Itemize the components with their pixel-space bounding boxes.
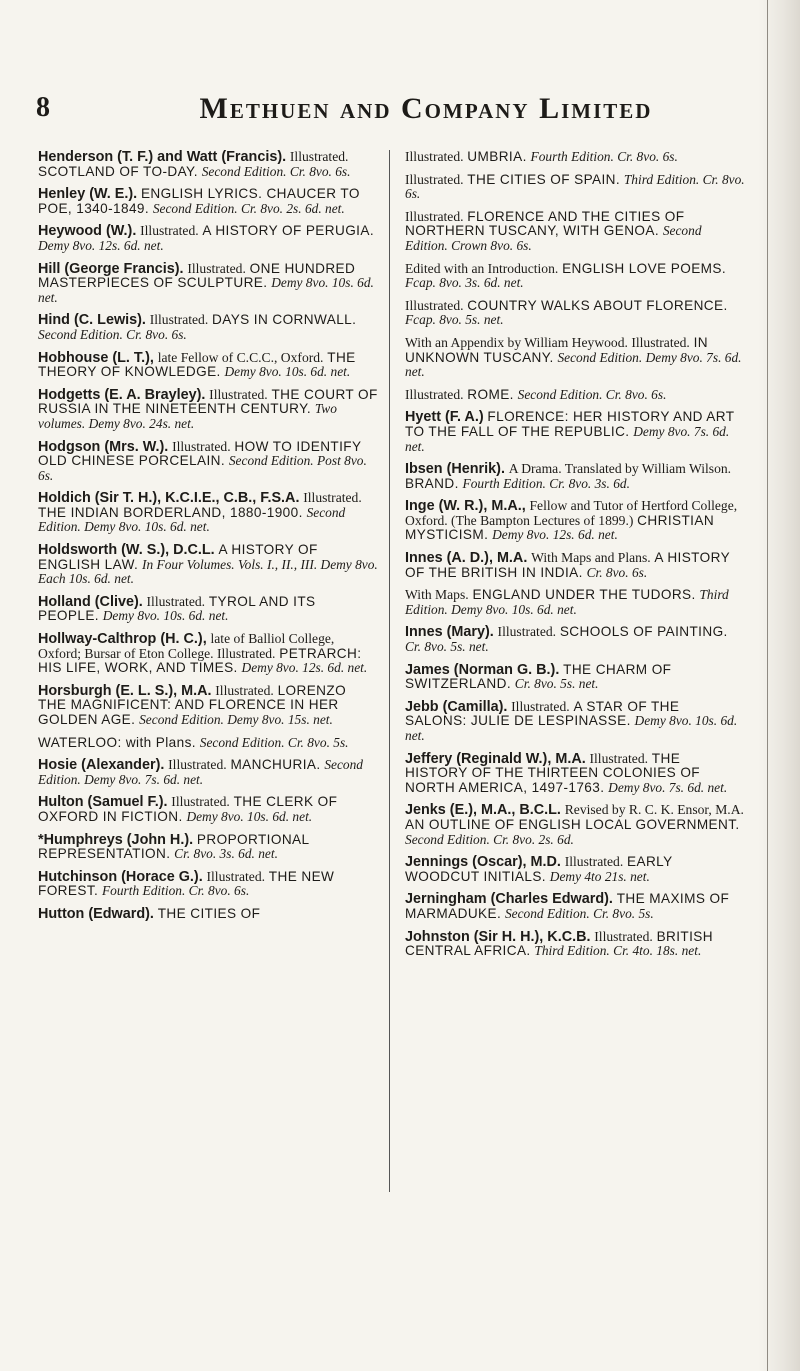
- entry-title: THE HISTORY OF THE THIRTEEN COLONIES OF NORTH AMERICA, 1497-1763.: [405, 750, 700, 795]
- entry-author: Horsburgh (E. L. S.), M.A.: [38, 682, 212, 699]
- catalogue-entry: [405, 803, 745, 847]
- catalogue-entry: [38, 795, 378, 824]
- entry-author: Jebb (Camilla).: [405, 698, 508, 715]
- entry-publication-detail: Cr. 8vo. 6s.: [586, 564, 648, 580]
- catalogue-entry: [405, 625, 745, 654]
- entry-author: Hulton (Samuel F.).: [38, 794, 168, 811]
- catalogue-entry: [405, 892, 745, 921]
- entry-note: Revised by R. C. K. Ensor, M.A.: [564, 802, 744, 818]
- entry-author: Hutton (Edward).: [38, 905, 154, 922]
- entry-author: Johnston (Sir H. H.), K.C.B.: [405, 928, 591, 945]
- catalogue-entry: [38, 684, 378, 728]
- entry-title: BRITISH CENTRAL AFRICA.: [405, 928, 713, 959]
- entry-title: BRAND.: [405, 475, 459, 491]
- entry-author: Hyett (F. A.): [405, 409, 484, 426]
- entry-note: With Maps.: [405, 587, 469, 603]
- entry-title: CHRISTIAN MYSTICISM.: [405, 512, 715, 543]
- entry-author: Hosie (Alexander).: [38, 757, 165, 774]
- entry-publication-detail: Fcap. 8vo. 3s. 6d. net.: [405, 275, 524, 291]
- catalogue-entry: [38, 736, 378, 751]
- catalogue-entry: [405, 855, 745, 884]
- entry-publication-detail: Third Edition. Cr. 4to. 18s. net.: [534, 943, 702, 959]
- entry-note: Illustrated.: [405, 208, 464, 224]
- entry-publication-detail: Cr. 8vo. 3s. 6d. net.: [174, 846, 278, 862]
- entry-note: Illustrated.: [594, 928, 653, 944]
- catalogue-entry: [38, 224, 378, 253]
- entry-author: *Humphreys (John H.).: [38, 831, 194, 848]
- entry-publication-detail: Fcap. 8vo. 5s. net.: [405, 312, 504, 328]
- entry-author: James (Norman G. B.).: [405, 661, 560, 678]
- entry-publication-detail: Second Edition. Cr. 8vo. 6s.: [517, 386, 667, 402]
- entry-title: A HISTORY OF PERUGIA.: [202, 223, 374, 239]
- entry-author: Hollway-Calthrop (H. C.),: [38, 631, 207, 648]
- entry-author: Hodgson (Mrs. W.).: [38, 438, 169, 455]
- entry-publication-detail: Demy 8vo. 12s. 6d. net.: [241, 660, 368, 676]
- catalogue-entry: [38, 907, 378, 922]
- entry-author: Innes (Mary).: [405, 624, 494, 641]
- catalogue-entry: [38, 595, 378, 624]
- entry-title: PROPORTIONAL REPRESENTATION.: [38, 831, 309, 862]
- entry-title: ENGLISH LYRICS. CHAUCER TO POE, 1340-1849.: [38, 186, 360, 216]
- right-column: [405, 150, 745, 967]
- entry-title: AN OUTLINE OF ENGLISH LOCAL GOVERNMENT.: [405, 816, 740, 832]
- entry-title: THE CITIES OF SPAIN.: [467, 171, 621, 187]
- entry-note: Illustrated.: [206, 868, 266, 884]
- entry-note: Illustrated.: [511, 698, 570, 714]
- entry-title: WATERLOO: with Plans.: [38, 734, 196, 750]
- catalogue-entry: [405, 551, 745, 580]
- entry-title: A HISTORY OF THE BRITISH IN INDIA.: [405, 550, 730, 580]
- entry-note: Illustrated.: [149, 312, 209, 328]
- entry-publication-detail: Demy 8vo. 12s. 6d. net.: [38, 237, 164, 253]
- catalogue-entry: [405, 930, 745, 959]
- entry-title: ONE HUNDRED MASTERPIECES OF SCULPTURE.: [38, 260, 356, 291]
- catalogue-entry: [405, 299, 745, 328]
- entry-publication-detail: Second Edition. Demy 8vo. 10s. 6d. net.: [38, 504, 346, 535]
- entry-publication-detail: Second Edition. Demy 8vo. 7s. 6d. net.: [38, 757, 363, 787]
- page-number: 8: [36, 92, 50, 123]
- entry-note: Illustrated.: [172, 438, 231, 454]
- entry-title: SCOTLAND OF TO-DAY.: [38, 163, 198, 179]
- catalogue-entry: [38, 632, 378, 676]
- catalogue-entry: [38, 313, 378, 342]
- catalogue-entry: [405, 752, 745, 796]
- entry-note: Illustrated.: [405, 171, 464, 187]
- entry-title: THE NEW FOREST.: [38, 868, 335, 899]
- entry-note: late of Balliol College, Oxford; Bursar of Eton College. Illustrated.: [38, 631, 335, 661]
- entry-author: Hobhouse (L. T.),: [38, 349, 154, 366]
- entry-author: Jeffery (Reginald W.), M.A.: [405, 750, 586, 767]
- entry-publication-detail: Two volumes. Demy 8vo. 24s. net.: [38, 401, 337, 431]
- entry-note: Fellow and Tutor of Hertford College, Oxford. (The Bampton Lectures of 1899.): [405, 498, 738, 528]
- entry-note: Illustrated.: [215, 682, 274, 698]
- entry-title: ENGLAND UNDER THE TUDORS.: [472, 587, 696, 603]
- catalogue-entry: [405, 150, 745, 165]
- entry-title: THE INDIAN BORDERLAND, 1880-1900.: [38, 504, 303, 520]
- entry-title: UMBRIA.: [467, 149, 527, 164]
- entry-title: THE COURT OF RUSSIA IN THE NINETEENTH CENTURY.: [38, 386, 378, 417]
- entry-publication-detail: Third Edition. Demy 8vo. 10s. 6d. net.: [405, 587, 729, 617]
- entry-title: THE THEORY OF KNOWLEDGE.: [38, 349, 356, 380]
- entry-publication-detail: Third Edition. Cr. 8vo. 6s.: [405, 171, 745, 202]
- entry-title: TYROL AND ITS PEOPLE.: [38, 593, 316, 624]
- entry-note: Edited with an Introduction.: [405, 260, 559, 276]
- entry-publication-detail: Second Edition. Cr. 8vo. 6s.: [201, 163, 351, 179]
- entry-publication-detail: Fourth Edition. Cr. 8vo. 6s.: [101, 883, 250, 899]
- catalogue-entry: [38, 187, 378, 216]
- entry-title: FLORENCE AND THE CITIES OF NORTHERN TUSCANY, WITH GENOA.: [405, 208, 685, 239]
- catalogue-entry: [405, 173, 745, 202]
- entry-title: HOW TO IDENTIFY OLD CHINESE PORCELAIN.: [38, 438, 362, 469]
- entry-title: PETRARCH: HIS LIFE, WORK, AND TIMES.: [38, 645, 362, 676]
- entry-title: MANCHURIA.: [230, 757, 321, 773]
- catalogue-entry: [405, 588, 745, 617]
- entry-title: SCHOOLS OF PAINTING.: [559, 624, 728, 640]
- entry-author: Holdich (Sir T. H.), K.C.I.E., C.B., F.S.A.: [38, 490, 300, 507]
- left-column: [38, 150, 378, 930]
- entry-note: Illustrated.: [564, 854, 624, 870]
- page-edge-shadow: [758, 0, 800, 1371]
- entry-publication-detail: Demy 8vo. 12s. 6d. net.: [492, 527, 618, 543]
- entry-author: Henderson (T. F.) and Watt (Francis).: [38, 149, 287, 165]
- catalogue-entry: [38, 388, 378, 432]
- entry-publication-detail: Second Edition. Cr. 8vo. 2s. 6d.: [405, 831, 574, 847]
- entry-note: With an Appendix by William Heywood. Illustrated.: [405, 334, 690, 350]
- catalogue-entry: [38, 440, 378, 484]
- running-title: Methuen and Company Limited: [199, 92, 653, 125]
- page-header: [36, 92, 746, 132]
- entry-author: Hodgetts (E. A. Brayley).: [38, 386, 206, 403]
- entry-note: Illustrated.: [168, 757, 227, 773]
- catalogue-entry: [405, 663, 745, 692]
- entry-title: ROME.: [467, 386, 514, 402]
- entry-title: DAYS IN CORNWALL.: [212, 312, 357, 328]
- entry-publication-detail: Demy 8vo. 7s. 6d. net.: [608, 779, 728, 795]
- entry-title: A HISTORY OF ENGLISH LAW.: [38, 542, 318, 572]
- catalogue-entry: [405, 210, 745, 254]
- entry-note: With Maps and Plans.: [531, 550, 651, 566]
- entry-publication-detail: Second Edition. Cr. 8vo. 2s. 6d. net.: [152, 200, 345, 216]
- entry-publication-detail: Fourth Edition. Cr. 8vo. 3s. 6d.: [462, 475, 630, 491]
- entry-author: Henley (W. E.).: [38, 186, 138, 203]
- entry-author: Inge (W. R.), M.A.,: [405, 498, 526, 515]
- entry-note: Illustrated.: [497, 624, 557, 640]
- entry-note: Illustrated.: [140, 223, 199, 239]
- entry-note: Illustrated.: [303, 490, 362, 506]
- entry-author: Heywood (W.).: [38, 223, 137, 240]
- catalogue-entry: [38, 758, 378, 787]
- catalogue-entry: [38, 870, 378, 899]
- entry-author: Jennings (Oscar), M.D.: [405, 854, 561, 871]
- entry-publication-detail: Demy 8vo. 10s. 6d. net.: [186, 808, 313, 824]
- entry-note: Illustrated.: [289, 149, 349, 164]
- catalogue-entry: [405, 336, 745, 380]
- entry-publication-detail: Demy 8vo. 10s. 6d. net.: [38, 275, 374, 305]
- entry-author: Jerningham (Charles Edward).: [405, 891, 613, 908]
- entry-author: Hind (C. Lewis).: [38, 312, 146, 329]
- entry-title: LORENZO THE MAGNIFICENT: AND FLORENCE IN HER GOLDEN AGE.: [38, 682, 347, 727]
- catalogue-entry: [405, 410, 745, 454]
- entry-publication-detail: Demy 8vo. 10s. 6d. net.: [102, 608, 229, 624]
- entry-title: A STAR OF THE SALONS: JULIE DE LESPINASSE.: [405, 698, 680, 729]
- entry-title: THE MAXIMS OF MARMADUKE.: [405, 891, 730, 921]
- entry-author: Hutchinson (Horace G.).: [38, 868, 203, 885]
- entry-author: Innes (A. D.), M.A.: [405, 550, 528, 567]
- entry-title: THE CHARM OF SWITZERLAND.: [405, 661, 672, 692]
- entry-publication-detail: Cr. 8vo. 5s. net.: [514, 676, 599, 692]
- entry-publication-detail: Second Edition. Crown 8vo. 6s.: [405, 223, 702, 253]
- catalogue-entry: [38, 150, 378, 179]
- entry-note: Illustrated.: [146, 593, 206, 609]
- entry-note: Illustrated.: [405, 149, 464, 164]
- catalogue-entry: [38, 351, 378, 380]
- entry-note: late Fellow of C.C.C., Oxford.: [157, 349, 324, 365]
- entry-note: Illustrated.: [405, 386, 464, 402]
- entry-publication-detail: Demy 4to 21s. net.: [549, 868, 650, 884]
- catalogue-entry: [38, 262, 378, 306]
- entry-publication-detail: Second Edition. Demy 8vo. 15s. net.: [139, 712, 333, 727]
- entry-title: ENGLISH LOVE POEMS.: [562, 260, 727, 276]
- entry-publication-detail: Cr. 8vo. 5s. net.: [405, 639, 489, 655]
- entry-publication-detail: Demy 8vo. 10s. 6d. net.: [224, 364, 351, 380]
- entry-publication-detail: Second Edition. Post 8vo. 6s.: [38, 453, 367, 483]
- entry-publication-detail: In Four Volumes. Vols. I., II., III. Demy 8vo. Each 10s. 6d. net.: [38, 556, 378, 587]
- entry-author: Holland (Clive).: [38, 593, 143, 610]
- catalogue-entry: [405, 388, 745, 403]
- entry-title: THE CLERK OF OXFORD IN FICTION.: [38, 794, 338, 824]
- entry-publication-detail: Second Edition. Cr. 8vo. 6s.: [38, 326, 187, 342]
- entry-title: FLORENCE: HER HISTORY AND ART TO THE FALL OF THE REPUBLIC.: [405, 409, 735, 439]
- entry-note: A Drama. Translated by William Wilson.: [508, 461, 732, 477]
- entry-publication-detail: Fourth Edition. Cr. 8vo. 6s.: [530, 149, 678, 164]
- entry-note: Illustrated.: [405, 297, 464, 313]
- entry-note: Illustrated.: [209, 386, 268, 402]
- entry-publication-detail: Demy 8vo. 7s. 6d. net.: [405, 423, 730, 454]
- entry-author: Hill (George Francis).: [38, 260, 184, 277]
- entry-publication-detail: Second Edition. Demy 8vo. 7s. 6d. net.: [405, 349, 742, 380]
- entry-title: COUNTRY WALKS ABOUT FLORENCE.: [467, 297, 728, 313]
- entry-author: Ibsen (Henrik).: [405, 461, 505, 478]
- entry-publication-detail: Second Edition. Cr. 8vo. 5s.: [504, 905, 654, 921]
- catalogue-entry: [405, 462, 745, 491]
- entry-author: Jenks (E.), M.A., B.C.L.: [405, 802, 561, 819]
- page-edge-line: [767, 0, 768, 1371]
- catalogue-entry: [38, 543, 378, 587]
- entry-note: Illustrated.: [187, 260, 246, 276]
- catalogue-entry: [405, 700, 745, 744]
- entry-note: Illustrated.: [171, 794, 230, 810]
- catalogue-entry: [405, 499, 745, 543]
- column-divider: [389, 150, 390, 1192]
- entry-title: IN UNKNOWN TUSCANY.: [405, 334, 709, 365]
- catalogue-entry: [38, 491, 378, 535]
- catalogue-entry: [38, 833, 378, 862]
- entry-title: THE CITIES OF: [157, 905, 261, 921]
- entry-publication-detail: Second Edition. Cr. 8vo. 5s.: [199, 734, 349, 750]
- entry-author: Holdsworth (W. S.), D.C.L.: [38, 542, 215, 559]
- catalogue-entry: [405, 262, 745, 291]
- entry-publication-detail: Demy 8vo. 10s. 6d. net.: [405, 713, 738, 743]
- entry-note: Illustrated.: [589, 750, 649, 766]
- entry-title: EARLY WOODCUT INITIALS.: [405, 854, 673, 884]
